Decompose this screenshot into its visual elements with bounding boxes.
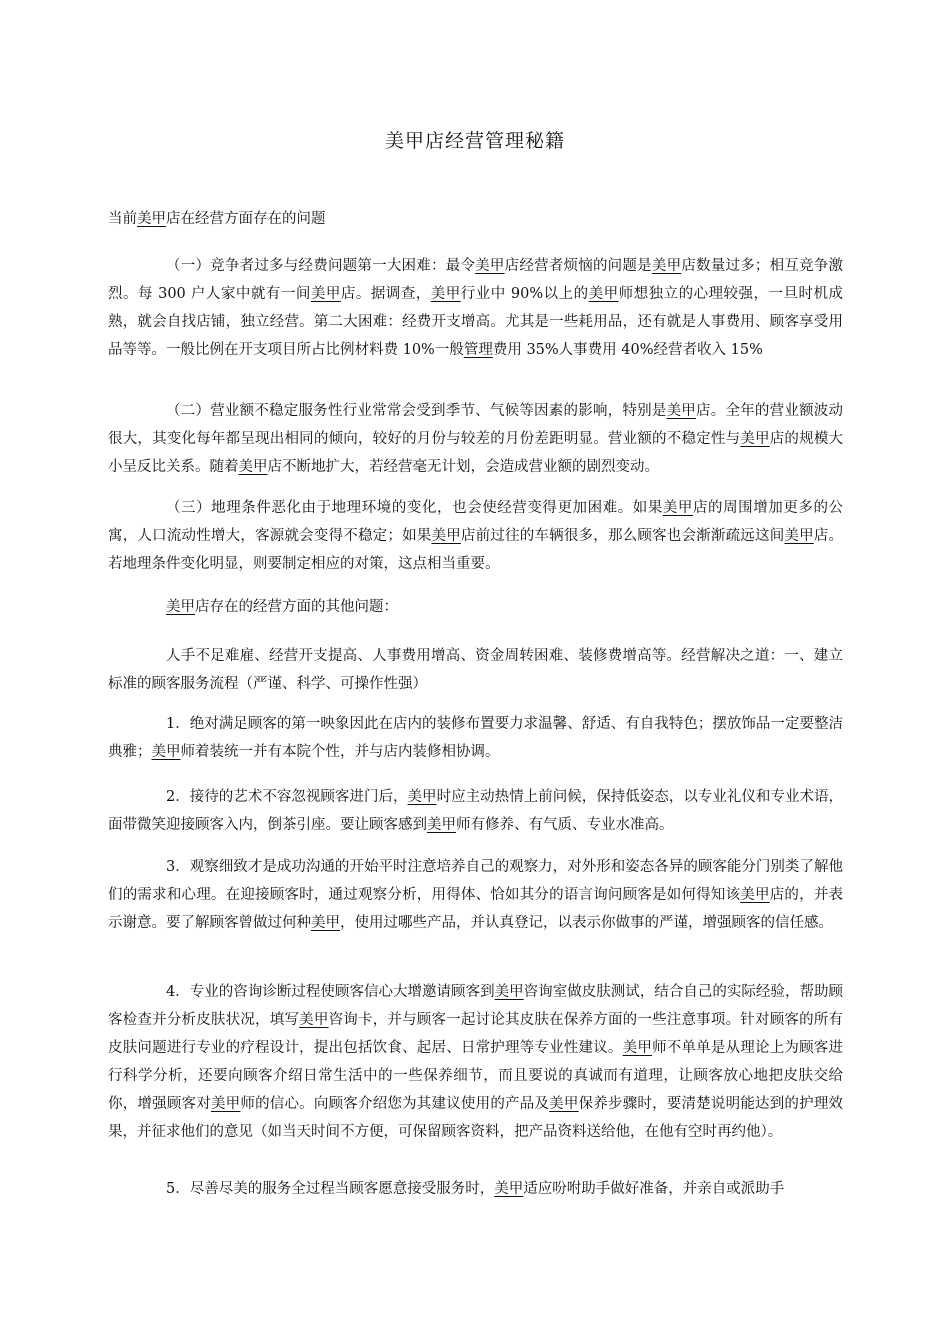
text-run: 店不断地扩大，若经营毫无计划，会造成营业额的剧烈变动。 xyxy=(267,459,659,475)
text-run: 师有修养、有气质、专业水准高。 xyxy=(456,817,674,833)
paragraph-item-1 xyxy=(108,710,843,766)
text-run: 费用 35%人事费用 40%经营者收入 15% xyxy=(492,342,763,358)
paragraph-problem-3 xyxy=(108,494,843,578)
document-title: 美甲店经营管理秘籍 xyxy=(384,130,565,152)
underlined-term: 美甲 xyxy=(430,286,461,302)
text-run: 店在经营方面存在的问题 xyxy=(166,211,326,227)
underlined-term: 美甲 xyxy=(651,258,682,274)
text-run: 店的规模大小呈反比关系。随着 xyxy=(108,431,844,475)
text-run: 3．观察细致才是成功沟通的开始平时注意培养自己的观察力，对外形和姿态各异的顾客能分门别类了解他们的需求和心理。在迎接顾客时，通过观察分析，用得体、恰如其分的语言询问顾客是如何得知该 xyxy=(108,859,843,903)
text-run: 适应吩咐助手做好准备，并亲自或派助手 xyxy=(523,1181,785,1197)
text-run: 咨询室做皮肤测试，结合自己的实际经验，帮助顾客检查并分析皮肤状况，填写 xyxy=(108,984,844,1028)
underlined-term: 美甲 xyxy=(310,286,341,302)
paragraph-item-4 xyxy=(108,978,843,1146)
underlined-term: 美甲 xyxy=(588,286,619,302)
underlined-term: 美甲 xyxy=(210,1096,241,1112)
text-run: 店存在的经营方面的其他问题： xyxy=(195,599,398,615)
text-run: 时应主动热情上前问候，保持低姿态，以专业礼仪和专业术语，面带微笑迎接顾客入内，倒茶引座。要让顾客感到 xyxy=(108,789,844,833)
underlined-term: 美甲 xyxy=(431,528,461,544)
underlined-term: 美甲 xyxy=(427,817,456,833)
text-run: 1．绝对满足顾客的第一映象因此在店内的装修布置要力求温馨、舒适、有自我特色；摆放饰品一定要整洁典雅； xyxy=(108,716,843,760)
underlined-term: 美甲 xyxy=(784,528,814,544)
text-run: 师不单单是从理论上为顾客进行科学分析，还要向顾客介绍日常生活中的一些保养细节，而且要说的真诚而有道理，让顾客放心地把皮肤交给你，增强顾客对 xyxy=(108,1040,844,1112)
underlined-term: 美甲 xyxy=(137,211,166,227)
text-run: ，使用过哪些产品，并认真登记，以表示你做事的严谨，增强顾客的信任感。 xyxy=(340,915,833,931)
underlined-term: 美甲 xyxy=(549,1096,579,1112)
paragraph-problem-1 xyxy=(108,252,843,364)
paragraph-other-problems-heading xyxy=(108,593,843,621)
underlined-term: 美甲 xyxy=(311,915,340,931)
text-run: 师想独立的心理较强，一旦时机成熟，就会自找店铺，独立经营。第二大困难：经费开支增高。尤其是一些耗用品，还有就是人事费用、顾客享受用品等等。一般比例在开支项目所占比例材料费 10%一般 xyxy=(108,286,844,358)
underlined-term: 美甲 xyxy=(662,500,693,516)
text-run: 5．尽善尽美的服务全过程当顾客愿意接受服务时， xyxy=(166,1181,495,1197)
underlined-term: 美甲 xyxy=(238,459,268,475)
paragraph-problem-2 xyxy=(108,397,843,481)
text-run: （三）地理条件恶化由于地理环境的变化，也会使经营变得更加困难。如果 xyxy=(166,500,663,516)
text-run: 当前 xyxy=(108,211,137,227)
underlined-term: 美甲 xyxy=(740,887,770,903)
underlined-term: 美甲 xyxy=(494,1181,524,1197)
underlined-term: 美甲 xyxy=(475,258,505,274)
text-run: 店前过往的车辆很多，那么顾客也会渐渐疏远这间 xyxy=(460,528,785,544)
underlined-term: 美甲 xyxy=(166,599,195,615)
text-run: 4．专业的咨询诊断过程使顾客信心大增邀请顾客到 xyxy=(166,984,495,1000)
text-run: 店。全年的营业额波动很大，其变化每年都呈现出相同的倾向，较好的月份与较差的月份差距明显。营业额的不稳定性与 xyxy=(108,403,844,447)
text-run: 师着装统一并有本院个性，并与店内装修相协调。 xyxy=(180,744,500,760)
paragraph-item-2 xyxy=(108,783,843,839)
underlined-term: 美甲 xyxy=(299,1012,329,1028)
text-run: 咨询卡，并与顾客一起讨论其皮肤在保养方面的一些注意事项。针对顾客的所有皮肤问题进行专业的疗程设计，提出包括饮食、起居、日常护理等专业性建议。 xyxy=(108,1012,844,1056)
underlined-term: 美甲 xyxy=(740,431,770,447)
text-run: 师的信心。向顾客介绍您为其建议使用的产品及 xyxy=(240,1096,550,1112)
underlined-term: 美甲 xyxy=(494,984,524,1000)
paragraph-section-heading xyxy=(108,205,843,233)
text-run: 店。据调查， xyxy=(340,286,431,302)
text-run: 2．接待的艺术不容忽视顾客进门后， xyxy=(166,789,408,805)
text-run: 行业中 90%以上的 xyxy=(460,286,589,302)
text-run: （二）营业额不稳定服务性行业常常会受到季节、气候等因素的影响，特别是 xyxy=(166,403,667,419)
paragraph-item-5 xyxy=(108,1175,843,1203)
text-run: 店经营者烦恼的问题是 xyxy=(504,258,652,274)
text-run: 店的，并表示谢意。要了解顾客曾做过何种 xyxy=(108,887,844,931)
paragraph-solutions-intro xyxy=(108,642,843,698)
underlined-term: 美甲 xyxy=(666,403,697,419)
text-run: （一）竞争者过多与经费问题第一大困难：最令 xyxy=(166,258,476,274)
underlined-term: 美甲 xyxy=(407,789,437,805)
text-run: 保养步骤时，要清楚说明能达到的护理效果，并征求他们的意见（如当天时间不方便，可保留顾客资料，把产品资料送给他，在他有空时再约他）。 xyxy=(108,1096,844,1140)
text-run: 人手不足难雇、经营开支提高、人事费用增高、资金周转困难、装修费增高等。经营解决之道：一、建立标准的顾客服务流程（严谨、科学、可操作性强） xyxy=(108,648,843,692)
underlined-term: 美甲 xyxy=(622,1040,653,1056)
underlined-term: 美甲 xyxy=(151,744,181,760)
text-run: 店的周围增加更多的公寓，人口流动性增大，客源就会变得不稳定；如果 xyxy=(108,500,844,544)
paragraph-item-3 xyxy=(108,853,843,937)
text-run: 店。若地理条件变化明显，则要制定相应的对策，这点相当重要。 xyxy=(108,528,844,572)
text-run: 店数量过多；相互竞争激烈。每 300 户人家中就有一间 xyxy=(108,258,844,302)
underlined-term: 管理 xyxy=(463,342,493,358)
